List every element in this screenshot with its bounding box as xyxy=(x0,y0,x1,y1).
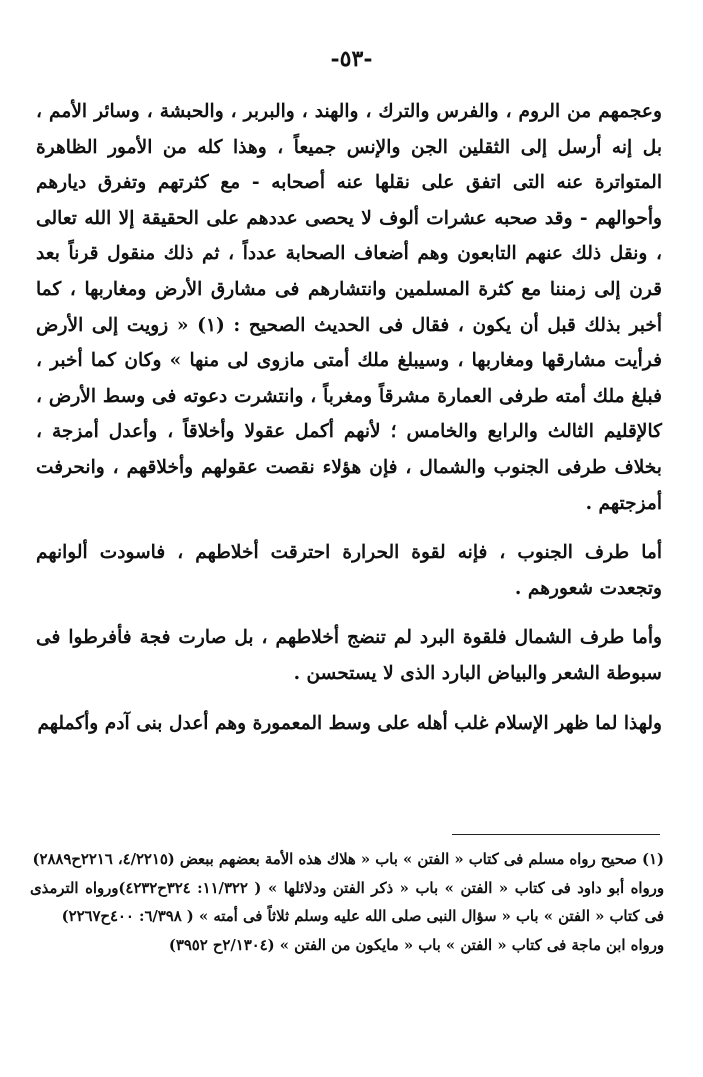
paragraph-2: أما طرف الجنوب ، فإنه لقوة الحرارة احترقت أخلاطهم ، فاسودت ألوانهم وتجعدت شعورهم . xyxy=(36,542,662,599)
paragraph-1: وعجمهم من الروم ، والفرس والترك ، والهند ، والبربر ، والحبشة ، وسائر الأمم ، بل إنه أرسل إلى الثقلين الجن والإنس جميعاً ، وهذا كله من الأمور الظاهرة المتواترة عنه التى اتفق على نقلها عنه أصحابه - مع كثرتهم وتفرق ديارهم وأحوالهم - وقد صحبه عشرات ألوف لا يحصى عددهم على الحقيقة إلا الله تعالى ، ونقل ذلك عنهم التابعون وهم أضعاف الصحابة عدداً ، ثم ذلك منقول قرناً بعد قرن إلى زمننا مع كثرة المسلمين وانتشارهم فى مشارق الأرض ومغاربها ، كما أخبر بذلك قبل أن يكون ، فقال فى الحديث الصحيح : (١) « زويت إلى الأرض فرأيت مشارقها ومغاربها ، وسيبلغ ملك أمتى مازوى لى منها » وكان كما أخبر ، فبلغ ملك أمته طرفى العمارة مشرقاً ومغرباً ، وانتشرت دعوته فى وسط الأرض ، كالإقليم الثالث والرابع والخامس ؛ لأنهم أكمل عقولا وأخلاقاً ، وأعدل أمزجة ، بخلاف طرفى الجنوب والشمال ، فإن هؤلاء نقصت عقولهم وأخلاقهم ، وانحرفت أمزجتهم . xyxy=(36,101,662,514)
page-number: -٥٣- xyxy=(330,46,373,72)
paragraph-4: ولهذا لما ظهر الإسلام غلب أهله على وسط المعمورة وهم أعدل بنى آدم وأكملهم xyxy=(37,712,662,734)
paragraph-3: وأما طرف الشمال فلقوة البرد لم تنضج أخلاطهم ، بل صارت فجة فأفرطوا فى سبوطة الشعر والبياض البارد الذى لا يستحسن . xyxy=(36,627,662,684)
footnote-3: ورواه ابن ماجة فى كتاب « الفتن » باب « مايكون من الفتن » (٢/١٣٠٤ح ٣٩٥٢) xyxy=(168,936,664,954)
footnote-divider xyxy=(452,834,660,835)
footnote-1: (١) صحيح رواه مسلم فى كتاب « الفتن » باب « هلاك هذه الأمة بعضهم ببعض (٤/٢٢١٥، ٢٢١٦ح٢٨٨٩) xyxy=(32,851,664,868)
footnote-2: ورواه أبو داود فى كتاب « الفتن » باب « ذكر الفتن ودلائلها » ( ١١/٣٢٢: ٣٢٤ح٤٢٣٢)ورواه الترمذى فى كتاب « الفتن » باب « سؤال النبى صلى الله عليه وسلم ثلاثاً فى أمته » ( ٦/٣٩٨: ٤٠٠ح٢٢٦٧) xyxy=(30,879,664,926)
main-text xyxy=(36,94,662,741)
footnotes xyxy=(30,846,664,960)
